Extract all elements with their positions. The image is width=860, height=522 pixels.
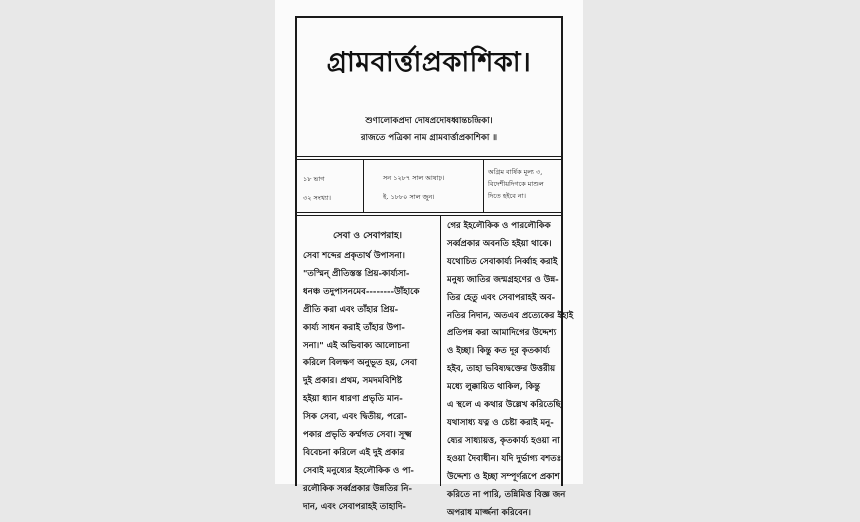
article-line: করিতে না পারি, তন্নিমিত্ত বিজ্ঞ জন [447, 487, 557, 505]
masthead-rule [297, 156, 561, 157]
info-divider-right [483, 160, 484, 212]
issue-number: ৩২ সংখ্যা। [303, 193, 331, 204]
article-line: প্রীতি করা এবং তাঁহার প্রিয়- [303, 302, 437, 320]
masthead-title: গ্রামবার্ত্তাপ্রকাশিকা। [297, 42, 561, 87]
article-line: হইব, তাহা ভবিষ্যদ্বক্তের উত্তরীয় [447, 361, 557, 379]
article-line: প্রতিপন্ন করা আমাদিগের উদ্দেশ্য [447, 325, 557, 343]
article-line: কার্য্য সাধন করাই তাঁহার উপা- [303, 320, 437, 338]
article-line: মনুষ্য জাতির জন্মগ্রহণের ও উন্ন- [447, 272, 557, 290]
bengali-date: সন ১২৮৭ সাল আষাঢ়। [383, 173, 444, 184]
page-frame [295, 16, 563, 486]
article-line: ধনঞ্চ তদুপাসনমেব--------উাঁহাকে [303, 284, 437, 302]
info-bar-rule-thin [297, 215, 561, 216]
article-line: গের ইহলৌকিক ও পারলৌকিক [447, 218, 557, 236]
article-column-right [447, 218, 557, 522]
article-line: এ স্থলে এ কথার উল্লেখ করিতেছি, [447, 397, 557, 415]
article-line: যথোচিত সেবাকার্য্য নির্ব্বাহ করাই [447, 254, 557, 272]
motto-line-1: শুণালোকপ্রদা দোষপ্রদোষধ্বান্তচন্দ্রিকা। [297, 114, 561, 128]
subscription-note: বিদেশীয়দিগকে মাশুল [488, 179, 544, 190]
article-line: পকার প্রভৃতি কর্ম্মগত সেবা। সূক্ষ্ম [303, 427, 437, 445]
article-title: সেবা ও সেবাপরাহ। [333, 228, 402, 243]
subscription-note-2: দিতে হইবে না। [488, 191, 526, 202]
masthead-rule-thin [297, 159, 561, 160]
article-line: তির হেতু এবং সেবাপরাহই অব- [447, 290, 557, 308]
info-divider-left [363, 160, 364, 212]
article-line: সেবাই মনুষ্যের ইহলৌকিক ও পা- [303, 463, 437, 481]
info-bar-rule [297, 212, 561, 213]
article-line: করিলে বিলক্ষণ অনুভূত হয়, সেবা [303, 355, 437, 373]
article-line: দুই প্রকার। প্রথম, সমদমবিশিষ্ট [303, 373, 437, 391]
article-line: উদ্দেশ্য ও ইচ্ছা সম্পূর্ণরূপে প্রকাশ [447, 469, 557, 487]
newspaper-page [275, 0, 583, 484]
english-date: ই. ১৮৮০ সাল জুন। [383, 192, 435, 203]
article-line: সেবা শব্দের প্রকৃতার্থ উপাসনা। [303, 248, 437, 266]
article-line: যথাসাধ্য যত্ন ও চেষ্টা করাই মনু- [447, 415, 557, 433]
article-line: মধ্যে লুক্কায়িত থাকিল, কিন্তু [447, 379, 557, 397]
article-line: হওয়া দৈবাধীন। যদি দুর্ভাগ্য বশতঃ [447, 451, 557, 469]
volume-number: ১৮ ভাগ [303, 174, 325, 185]
article-line: হইয়া ধ্যান ধারণা প্রভৃতি মান- [303, 391, 437, 409]
article-line: রলৌকিক সর্ব্বপ্রকার উন্নতির নি- [303, 481, 437, 499]
article-line: নতির নিদান, অতএব প্রত্যেকের ইহাই [447, 308, 557, 326]
article-line: ষ্যের সাধ্যায়ত্ত, কৃতকার্য্য হওয়া না [447, 433, 557, 451]
article-column-left [303, 248, 437, 517]
article-line: সনা।" এই অভিবাক্য আলোচনা [303, 338, 437, 356]
motto-line-2: রাজতে পত্রিকা নাম গ্রামবার্ত্তাপ্রকাশিকা ॥ [297, 131, 561, 145]
article-line: অপরাধ মার্জ্জনা করিবেন। [447, 505, 557, 522]
article-line: বিবেচনা করিলে এই দুই প্রকার [303, 445, 437, 463]
article-line: দান, এবং সেবাপরাহই তাহাদি- [303, 499, 437, 517]
article-line: সিক সেবা, এবং দ্বিতীয়, পরো- [303, 409, 437, 427]
subscription-price: অগ্রিম বার্ষিক মূল্য ৩, [488, 167, 542, 178]
article-line: "তস্মিন্ প্রীতিস্তস্ত প্রিয়-কার্য্যসা- [303, 266, 437, 284]
article-line: সর্ব্বপ্রকার অবনতি হইয়া থাকে। [447, 236, 557, 254]
column-divider [440, 216, 441, 486]
article-line: ও ইচ্ছা। কিন্তু কত দূর কৃতকার্য্য [447, 343, 557, 361]
